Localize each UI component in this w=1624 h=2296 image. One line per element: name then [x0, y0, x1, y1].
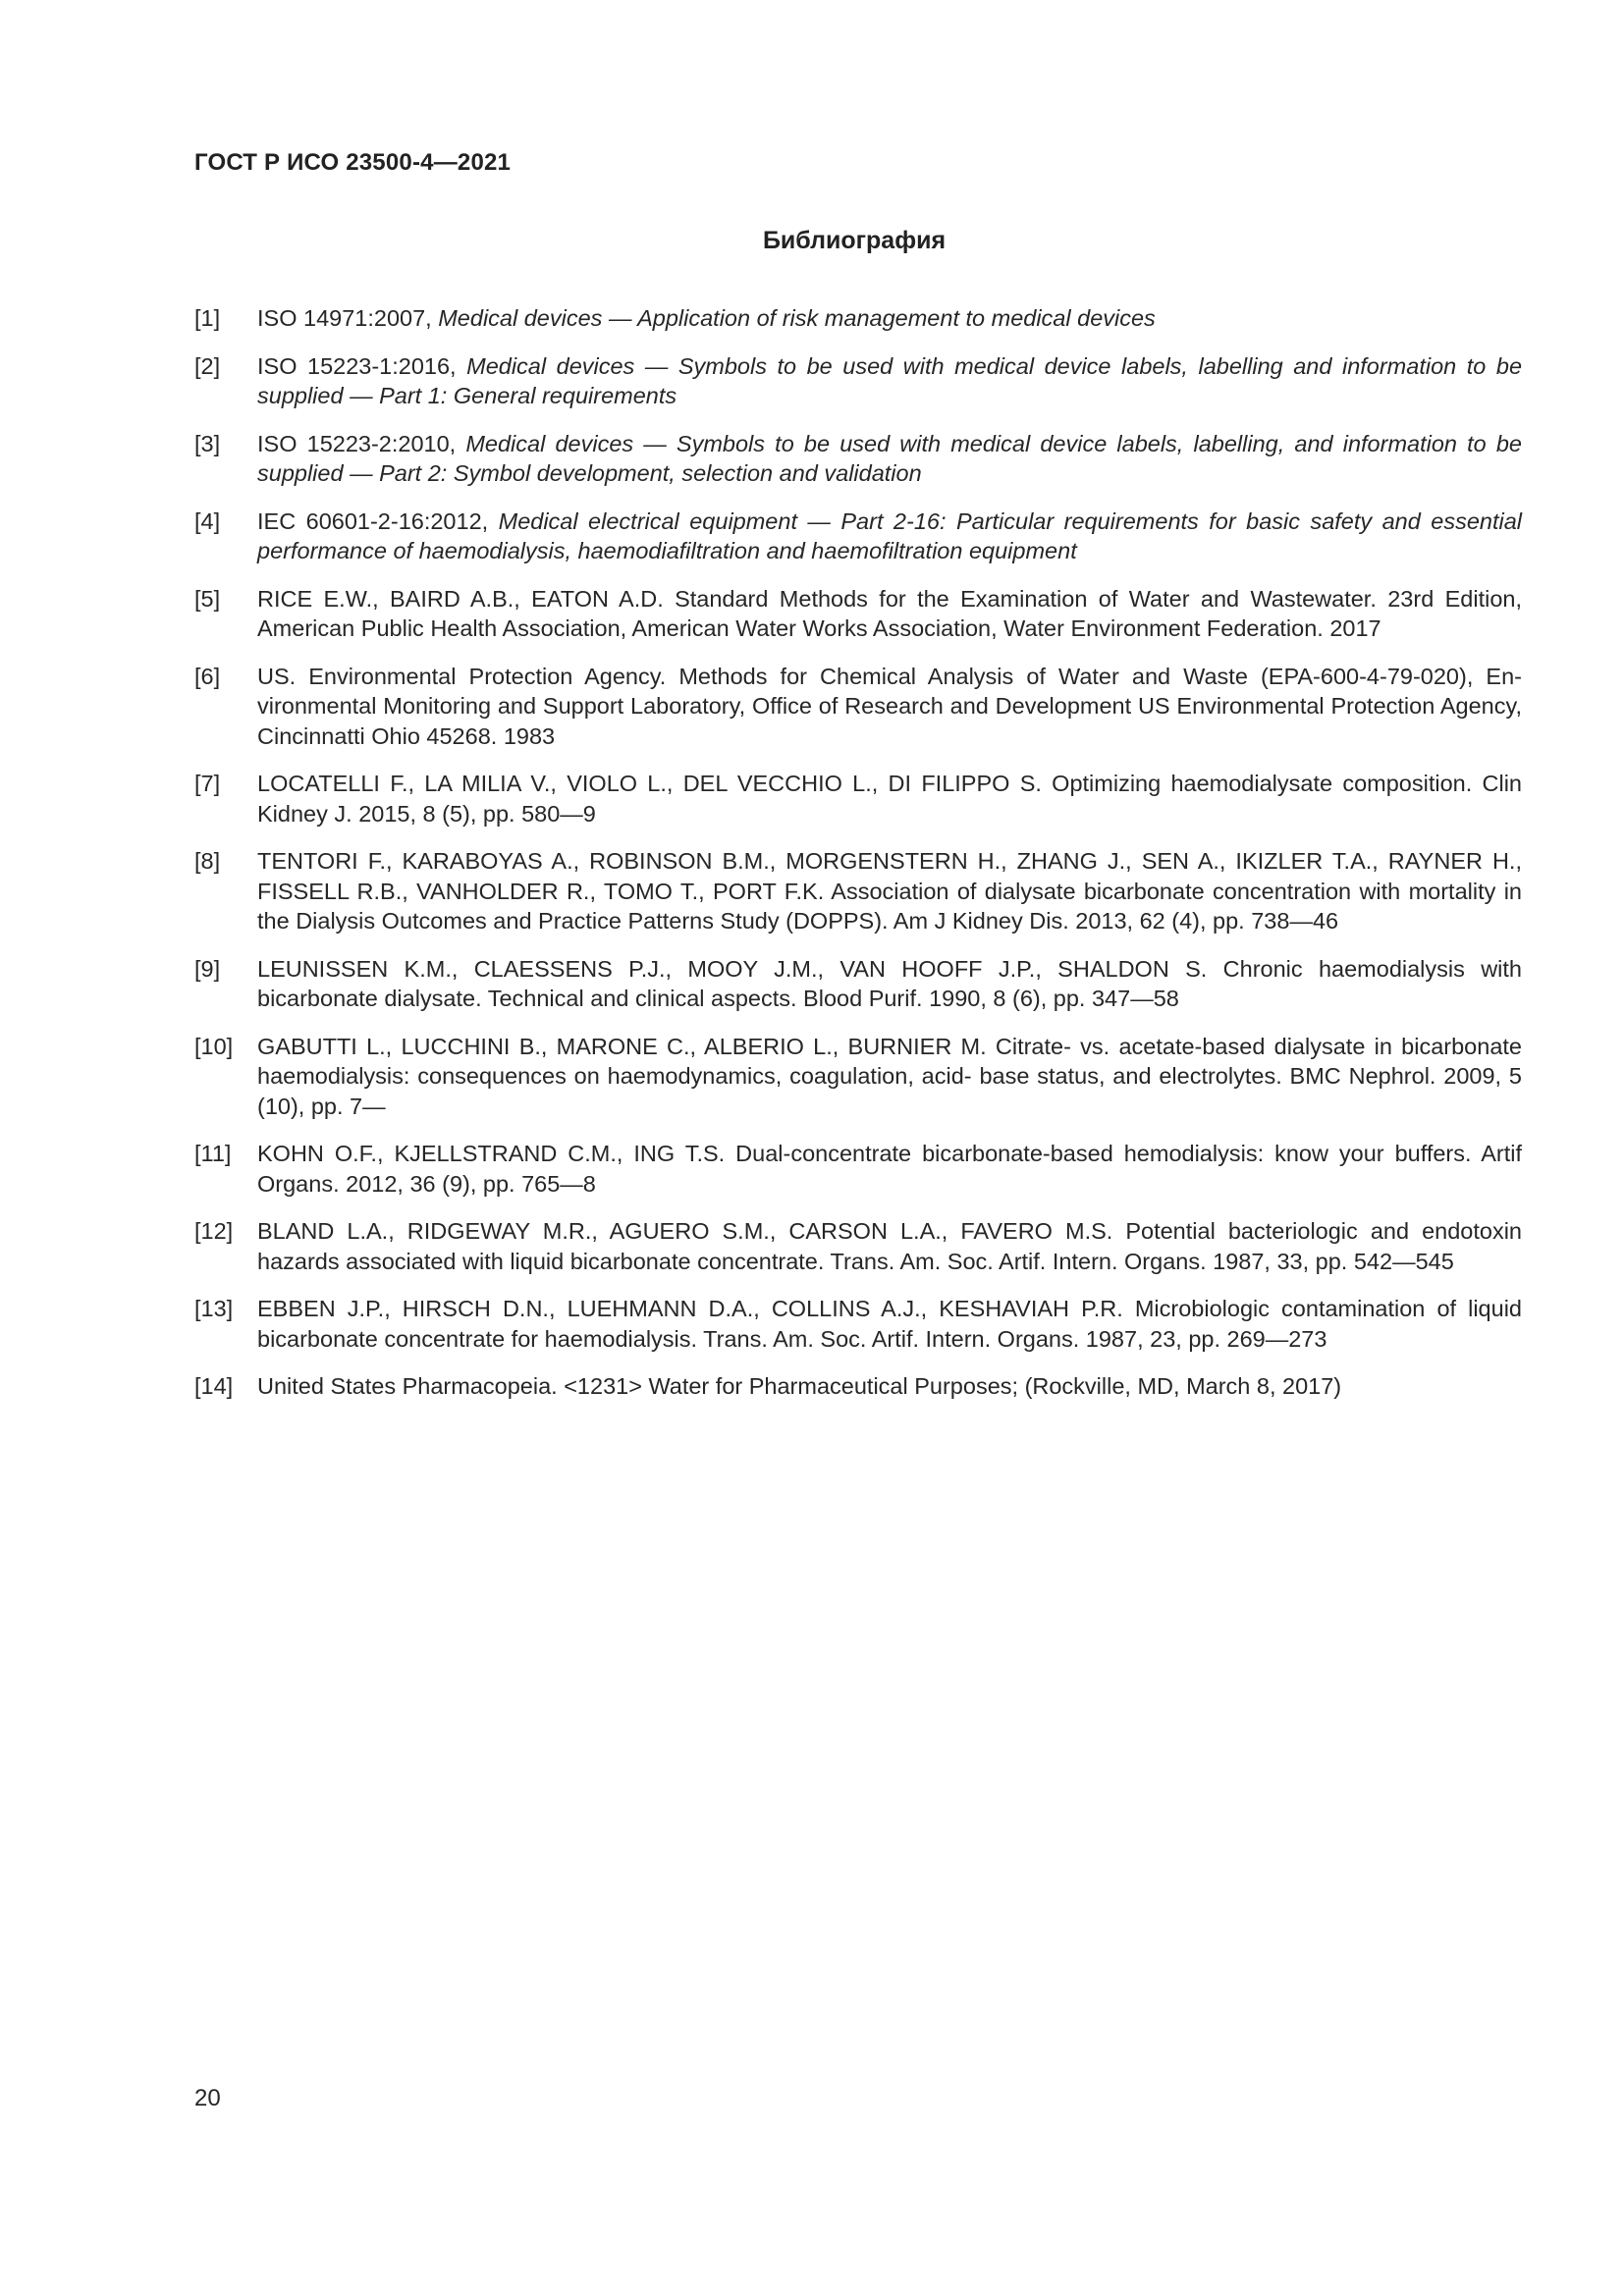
- reference-title: Medical devices — Application of risk management to medical devices: [438, 305, 1156, 331]
- document-code-header: ГОСТ Р ИСО 23500-4—2021: [194, 149, 512, 176]
- reference-title: Medical devices — Symbols to be used with medical device labels, labelling, and information to be supplied — Part 2: Symbol development, selection and validation: [257, 430, 1522, 486]
- reference-text: [257, 351, 1522, 411]
- reference-item: [194, 846, 1522, 936]
- reference-item: [194, 769, 1522, 828]
- reference-number: [9]: [194, 955, 221, 982]
- reference-item: [194, 303, 1522, 334]
- reference-title: Medical devices — Symbols to be used with medical device labels, labelling and information to be supplied — Part 1: General requirements: [257, 352, 1523, 408]
- reference-title: Medical electrical equipment — Part 2-16: Particular requirements for basic safety and essential performance of haemodialysis, haemodiafiltration and haemofiltration equipment: [257, 507, 1522, 563]
- reference-number: [14]: [194, 1373, 234, 1399]
- reference-item: [194, 1139, 1522, 1199]
- reference-number: [2]: [194, 352, 221, 379]
- reference-number: [6]: [194, 663, 221, 689]
- reference-text: GABUTTI L., LUCCHINI B., MARONE C., ALBERIO L., BURNIER M. Citrate- vs. acetate-based dialysate in bicarbonate haemodialysis: consequences on haemodynamics, coagulation, acid- base status, and electrolytes. BMC Nephrol. 2009, 5 (10), pp. 7—: [257, 1033, 1522, 1119]
- reference-plain: ISO 14971:2007,: [257, 305, 439, 331]
- reference-item: [194, 429, 1522, 489]
- reference-number: [4]: [194, 507, 221, 534]
- reference-text: LEUNISSEN K.M., CLAESSENS P.J., MOOY J.M., VAN HOOFF J.P., SHALDON S. Chronic haemodialysis with bicarbonate dialysate. Technical and clinical aspects. Blood Purif. 1990, 8 (6), pp. 347—58: [257, 955, 1522, 1011]
- reference-item: [194, 1216, 1522, 1276]
- reference-number: [12]: [194, 1218, 234, 1244]
- reference-item: [194, 662, 1522, 752]
- reference-text: US. Environmental Protection Agency. Methods for Chemical Analysis of Water and Waste (EPA-600-4-79-020), Environmental Monitoring and Support Laboratory, Office of Research and Development US Environmental Protection Agency, Cincinnatti Ohio 45268. 1983: [257, 663, 1522, 749]
- reference-text: [257, 303, 1522, 334]
- reference-number: [8]: [194, 848, 221, 874]
- reference-text: EBBEN J.P., HIRSCH D.N., LUEHMANN D.A., COLLINS A.J., KESHAVIAH P.R. Microbiologic contamination of liquid bicarbonate concentrate for haemodialysis. Trans. Am. Soc. Artif. Intern. Organs. 1987, 23, pp. 269—273: [257, 1296, 1522, 1352]
- reference-text: [257, 507, 1522, 566]
- reference-plain: IEC 60601-2-16:2012,: [257, 507, 499, 534]
- reference-item: [194, 507, 1522, 566]
- reference-item: [194, 351, 1522, 411]
- reference-number: [3]: [194, 430, 221, 456]
- reference-text: TENTORI F., KARABOYAS A., ROBINSON B.M., MORGENSTERN H., ZHANG J., SEN A., IKIZLER T.A., RAYNER H., FISSELL R.B., VANHOLDER R., TOMO T., PORT F.K. Association of dialysate bicarbonate concentration with mortality in the Dialysis Outcomes and Practice Patterns Study (DOPPS). Am J Kidney Dis. 2013, 62 (4), pp. 738—46: [257, 848, 1522, 934]
- reference-number: [11]: [194, 1141, 232, 1166]
- reference-number: [10]: [194, 1033, 234, 1059]
- reference-text: LOCATELLI F., LA MILIA V., VIOLO L., DEL VECCHIO L., DI FILIPPO S. Optimizing haemodialysate composition. Clin Kidney J. 2015, 8 (5), pp. 580—9: [257, 771, 1522, 827]
- reference-number: [7]: [194, 771, 221, 796]
- bibliography-list: [194, 303, 1522, 1419]
- reference-item: [194, 1032, 1522, 1122]
- bibliography-title: Библиография: [762, 227, 947, 254]
- reference-plain: ISO 15223-2:2010,: [257, 430, 466, 456]
- reference-text: BLAND L.A., RIDGEWAY M.R., AGUERO S.M., CARSON L.A., FAVERO M.S. Potential bacteriologic and endotoxin hazards associated with liquid bicarbonate concentrate. Trans. Am. Soc. Artif. Intern. Organs. 1987, 33, pp. 542—545: [257, 1218, 1522, 1274]
- reference-number: [5]: [194, 585, 221, 612]
- reference-plain: ISO 15223-1:2016,: [257, 352, 467, 379]
- reference-item: [194, 1294, 1522, 1354]
- reference-number: [13]: [194, 1296, 234, 1321]
- reference-item: [194, 954, 1522, 1014]
- reference-text: RICE E.W., BAIRD A.B., EATON A.D. Standard Methods for the Examination of Water and Wastewater. 23rd Edition, American Public Health Association, American Water Works Association, Water Environment Federation. 2017: [257, 585, 1522, 641]
- reference-text: [257, 429, 1522, 489]
- reference-item: [194, 584, 1522, 644]
- reference-item: [194, 1371, 1522, 1402]
- reference-text: United States Pharmacopeia. <1231> Water for Pharmaceutical Purposes; (Rockville, MD, March 8, 2017): [257, 1373, 1342, 1399]
- reference-number: [1]: [194, 305, 221, 331]
- page-number: 20: [194, 2085, 221, 2111]
- reference-text: KOHN O.F., KJELLSTRAND C.M., ING T.S. Dual-concentrate bicarbonate-based hemodialysis: know your buffers. Artif Organs. 2012, 36 (9), pp. 765—8: [257, 1141, 1522, 1197]
